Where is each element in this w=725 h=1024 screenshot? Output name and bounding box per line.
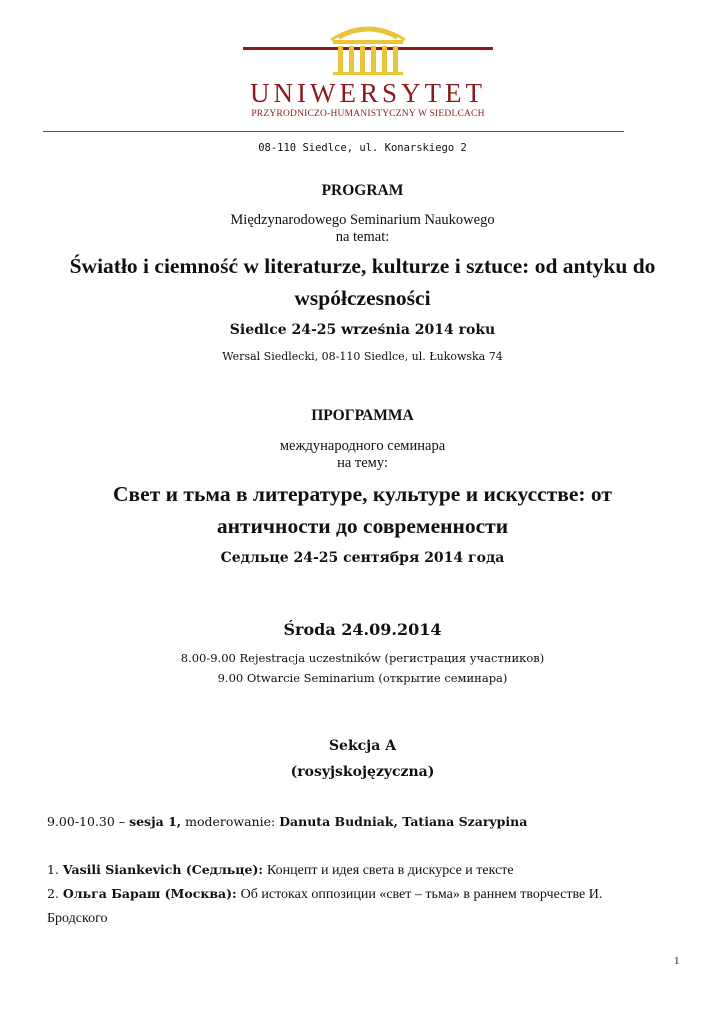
seminar-venue: Wersal Siedlecki, 08-110 Siedlce, ul. Łukowska 74 [222, 350, 503, 363]
university-address: 08-110 Siedlce, ul. Konarskiego 2 [258, 142, 467, 154]
university-name: UNIWERSYTET [250, 78, 486, 108]
university-subtitle: PRZYRODNICZO-HUMANISTYCZNY W SIEDLCACH [251, 109, 485, 119]
seminar-title-ru-line-2: античности до современности [216, 514, 509, 538]
seminar-dates-ru: Седльце 24-25 сентября 2014 года [220, 550, 505, 566]
seminar-title-line-1: Światło i ciemność w literaturze, kulturze i sztuce: od antyku do [69, 254, 656, 278]
session-moderators: Danuta Budniak, Tatiana Szarypina [279, 814, 528, 829]
header-divider [43, 131, 624, 132]
day-title: Środa 24.09.2014 [283, 620, 442, 639]
day-item-registration: 8.00-9.00 Rejestracja uczestników (регистрация участников) [180, 651, 545, 665]
section-subtitle: (rosyjskojęzyczna) [290, 764, 435, 780]
program-subtitle-1: Międzynarodowego Seminarium Naukowego [230, 212, 495, 228]
program-heading-ru: ПРОГРАММА [311, 407, 414, 424]
seminar-title-line-2: współczesności [294, 286, 431, 310]
session-time: 9.00-10.30 – [47, 814, 126, 829]
page-number: 1 [674, 955, 680, 967]
talk-title: Концепт и идея света в дискурсе и тексте [267, 863, 514, 878]
seminar-title-ru-line-1: Свет и тьма в литературе, культуре и искусстве: от [113, 482, 612, 506]
talk-item [47, 886, 602, 903]
talk-title-continued: Бродского [47, 911, 108, 926]
day-item-opening: 9.00 Otwarcie Seminarium (открытие семинара) [217, 671, 508, 685]
seminar-dates: Siedlce 24-25 września 2014 roku [229, 322, 496, 338]
session-mod-label: moderowanie: [185, 814, 276, 829]
talk-speaker: Ольга Бараш (Москва): [62, 886, 237, 901]
talk-item [47, 862, 514, 879]
program-subtitle-ru-2: на тему: [337, 455, 388, 471]
program-heading: PROGRAM [321, 182, 404, 199]
session-line [47, 814, 527, 829]
talk-speaker: Vasili Siankevich (Седльце): [62, 862, 264, 877]
section-title: Sekcja A [328, 738, 397, 754]
talk-number: 1. [47, 862, 59, 877]
talk-number: 2. [47, 886, 59, 901]
session-name: sesja 1, [129, 814, 182, 829]
program-subtitle-2: na temat: [335, 229, 390, 245]
program-subtitle-ru-1: международного семинара [279, 438, 446, 454]
talk-title: Об истоках оппозиции «свет – тьма» в раннем творчестве И. [240, 887, 603, 902]
